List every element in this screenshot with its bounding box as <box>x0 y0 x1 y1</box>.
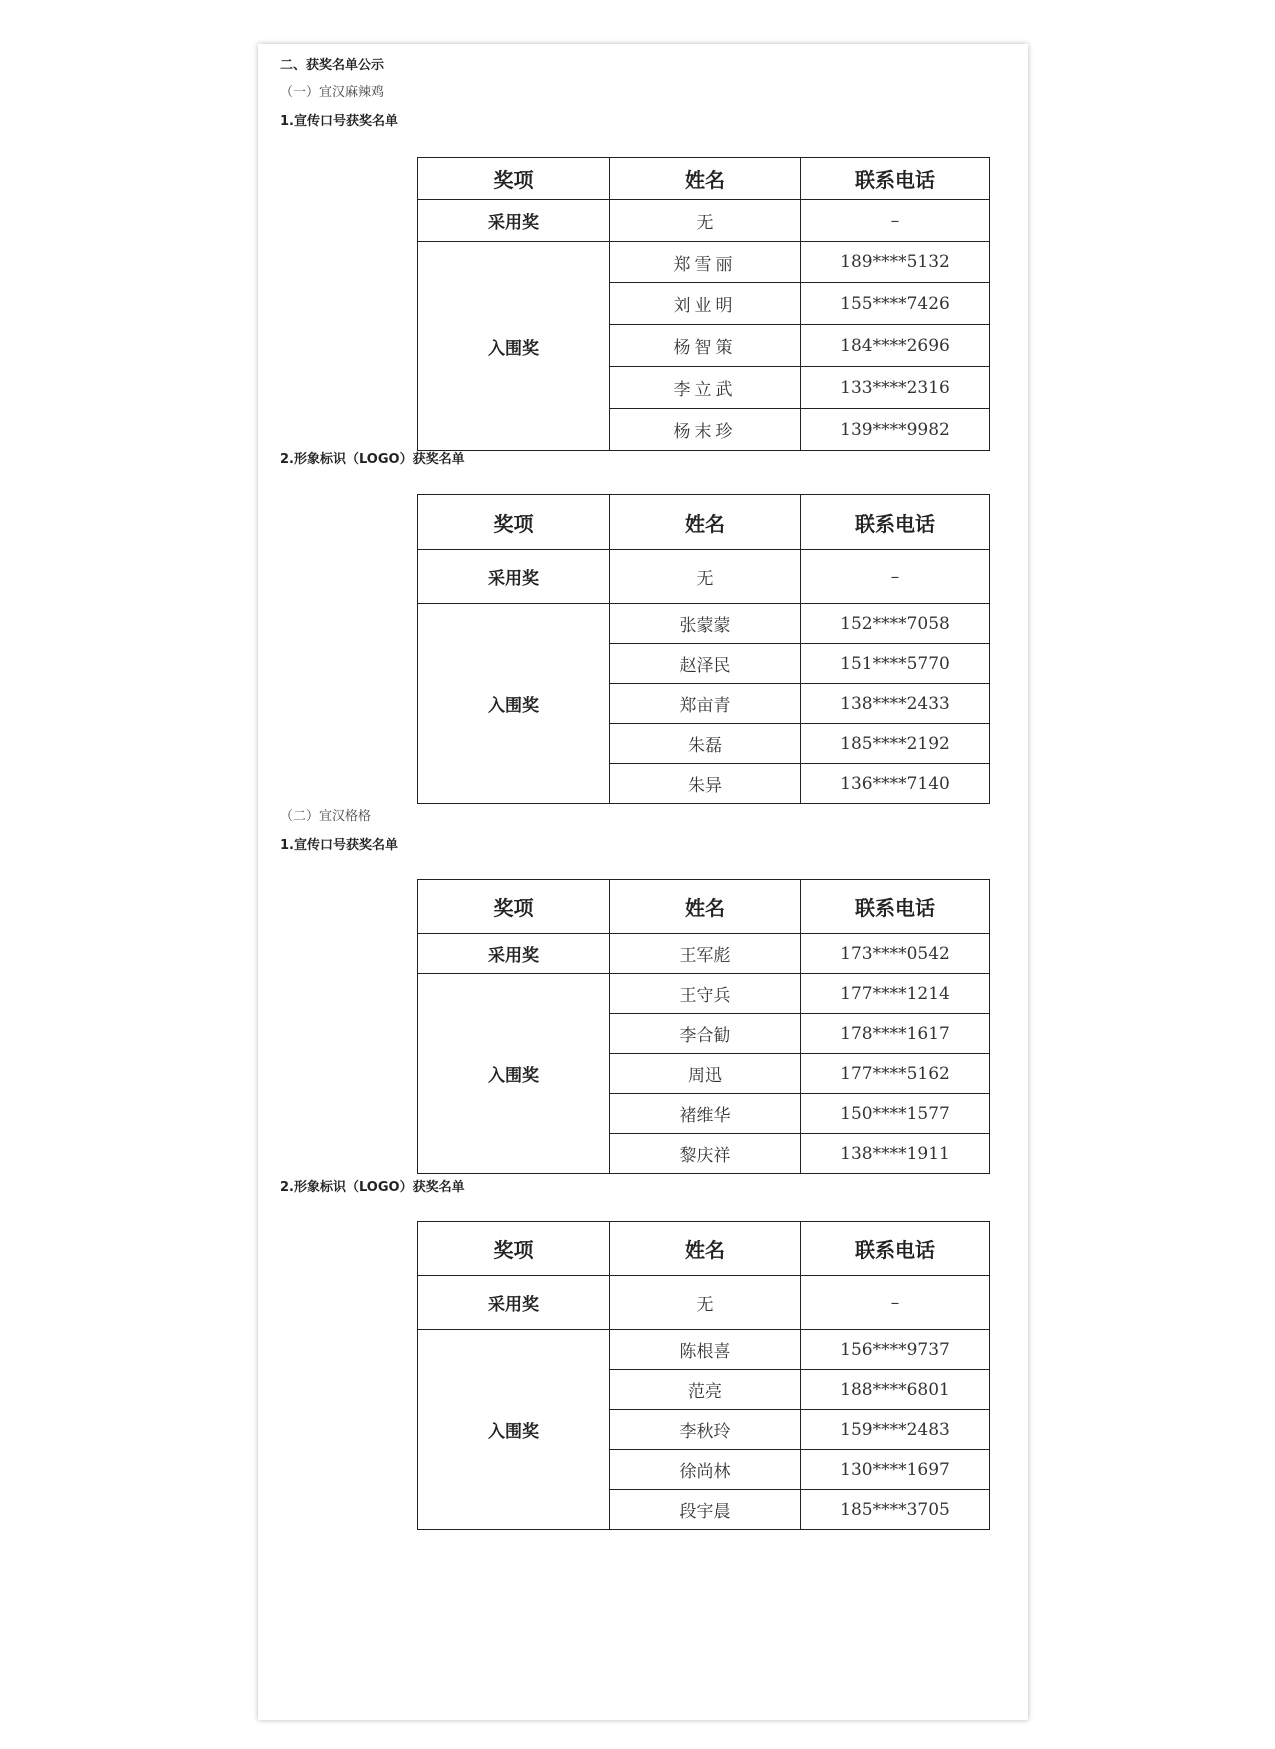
name-cell: 无 <box>610 200 801 242</box>
prize-cell: 采用奖 <box>418 934 610 974</box>
table-row <box>418 1276 990 1330</box>
page-heading: 二、获奖名单公示 <box>280 58 385 73</box>
phone-cell: 184****2696 <box>801 325 990 367</box>
phone-cell: 185****3705 <box>801 1490 990 1530</box>
name-cell: 刘业明 <box>610 283 801 325</box>
section-title: 2.形象标识（LOGO）获奖名单 <box>280 452 465 467</box>
col-header-name: 姓名 <box>610 1222 801 1276</box>
phone-cell: 136****7140 <box>801 764 990 804</box>
col-header-prize: 奖项 <box>418 880 610 934</box>
col-header-phone: 联系电话 <box>801 495 990 550</box>
name-cell: 陈根喜 <box>610 1330 801 1370</box>
table-header-row <box>418 495 990 550</box>
name-cell: 徐尚林 <box>610 1450 801 1490</box>
group-title: （二）宜汉格格 <box>280 809 372 824</box>
phone-cell: 130****1697 <box>801 1450 990 1490</box>
phone-cell: 151****5770 <box>801 644 990 684</box>
name-cell: 李秋玲 <box>610 1410 801 1450</box>
phone-cell: – <box>801 1276 990 1330</box>
phone-cell: – <box>801 550 990 604</box>
phone-cell: 177****1214 <box>801 974 990 1014</box>
col-header-phone: 联系电话 <box>801 158 990 200</box>
table-row <box>418 200 990 242</box>
name-cell: 范亮 <box>610 1370 801 1410</box>
col-header-phone: 联系电话 <box>801 880 990 934</box>
phone-cell: 138****1911 <box>801 1134 990 1174</box>
name-cell: 朱磊 <box>610 724 801 764</box>
phone-cell: 173****0542 <box>801 934 990 974</box>
col-header-name: 姓名 <box>610 158 801 200</box>
phone-cell: 177****5162 <box>801 1054 990 1094</box>
prize-cell: 入围奖 <box>418 1330 610 1530</box>
table-header-row <box>418 880 990 934</box>
name-cell: 周迅 <box>610 1054 801 1094</box>
document-panel <box>258 44 1028 1720</box>
award-table <box>417 879 990 1174</box>
col-header-prize: 奖项 <box>418 1222 610 1276</box>
col-header-name: 姓名 <box>610 880 801 934</box>
name-cell: 褚维华 <box>610 1094 801 1134</box>
col-header-prize: 奖项 <box>418 158 610 200</box>
name-cell: 王军彪 <box>610 934 801 974</box>
prize-cell: 采用奖 <box>418 1276 610 1330</box>
name-cell: 杨末珍 <box>610 409 801 451</box>
phone-cell: 155****7426 <box>801 283 990 325</box>
prize-cell: 入围奖 <box>418 974 610 1174</box>
prize-cell: 采用奖 <box>418 550 610 604</box>
table-row <box>418 550 990 604</box>
name-cell: 王守兵 <box>610 974 801 1014</box>
phone-cell: – <box>801 200 990 242</box>
phone-cell: 185****2192 <box>801 724 990 764</box>
phone-cell: 150****1577 <box>801 1094 990 1134</box>
prize-cell: 入围奖 <box>418 242 610 451</box>
name-cell: 赵泽民 <box>610 644 801 684</box>
phone-cell: 156****9737 <box>801 1330 990 1370</box>
name-cell: 段宇晨 <box>610 1490 801 1530</box>
name-cell: 黎庆祥 <box>610 1134 801 1174</box>
phone-cell: 138****2433 <box>801 684 990 724</box>
table-row <box>418 974 990 1014</box>
table-header-row <box>418 158 990 200</box>
name-cell: 朱异 <box>610 764 801 804</box>
name-cell: 无 <box>610 550 801 604</box>
phone-cell: 189****5132 <box>801 242 990 283</box>
phone-cell: 159****2483 <box>801 1410 990 1450</box>
prize-cell: 采用奖 <box>418 200 610 242</box>
section-title: 1.宣传口号获奖名单 <box>280 114 398 129</box>
table-header-row <box>418 1222 990 1276</box>
section-title: 2.形象标识（LOGO）获奖名单 <box>280 1180 465 1195</box>
phone-cell: 188****6801 <box>801 1370 990 1410</box>
table-row <box>418 604 990 644</box>
name-cell: 郑雪丽 <box>610 242 801 283</box>
table-row <box>418 934 990 974</box>
name-cell: 郑亩青 <box>610 684 801 724</box>
phone-cell: 152****7058 <box>801 604 990 644</box>
award-table <box>417 157 990 451</box>
prize-cell: 入围奖 <box>418 604 610 804</box>
phone-cell: 133****2316 <box>801 367 990 409</box>
col-header-phone: 联系电话 <box>801 1222 990 1276</box>
name-cell: 李立武 <box>610 367 801 409</box>
name-cell: 无 <box>610 1276 801 1330</box>
table-row <box>418 242 990 283</box>
col-header-name: 姓名 <box>610 495 801 550</box>
phone-cell: 139****9982 <box>801 409 990 451</box>
table-row <box>418 1330 990 1370</box>
group-title: （一）宜汉麻辣鸡 <box>280 85 385 100</box>
award-table <box>417 494 990 804</box>
phone-cell: 178****1617 <box>801 1014 990 1054</box>
name-cell: 李合勧 <box>610 1014 801 1054</box>
section-title: 1.宣传口号获奖名单 <box>280 838 398 853</box>
award-table <box>417 1221 990 1530</box>
name-cell: 杨智策 <box>610 325 801 367</box>
col-header-prize: 奖项 <box>418 495 610 550</box>
name-cell: 张蒙蒙 <box>610 604 801 644</box>
